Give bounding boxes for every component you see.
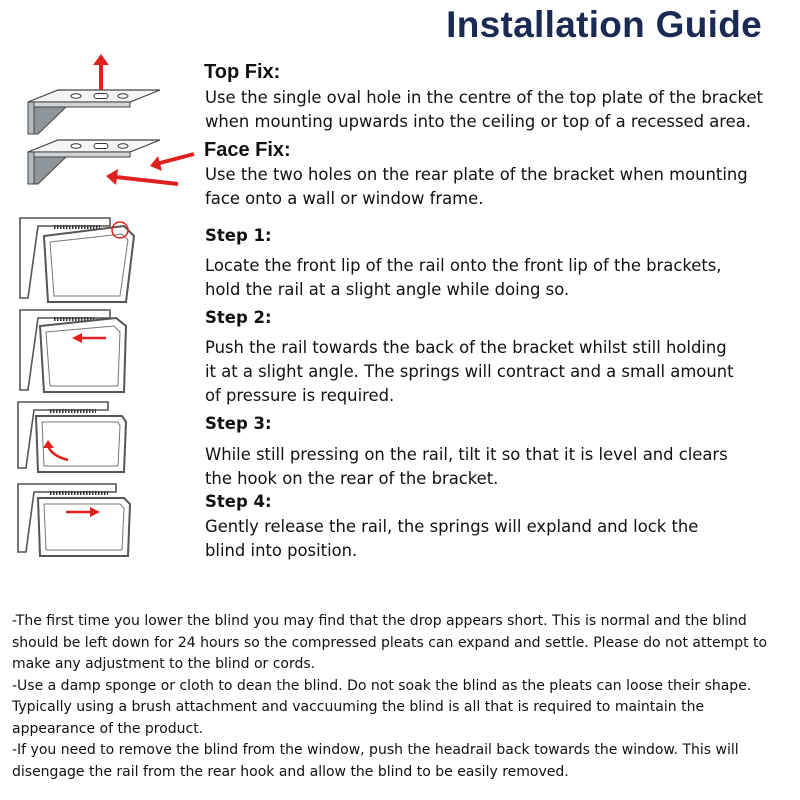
step4-text bbox=[205, 515, 698, 563]
note-line: make any adjustment to the blind or cords. bbox=[12, 656, 316, 672]
step4-diagram-icon bbox=[12, 480, 144, 560]
step1-diagram-icon bbox=[14, 214, 146, 306]
note-line: appearance of the product. bbox=[12, 720, 204, 737]
step3-heading: Step 3: bbox=[205, 414, 272, 433]
step1-text bbox=[205, 254, 722, 302]
face-fix-text bbox=[205, 163, 748, 211]
top-fix-line: Use the single oval hole in the centre of the top plate of the bracket bbox=[205, 88, 763, 107]
face-fix-bracket-icon bbox=[18, 128, 198, 208]
step4-line: Gently release the rail, the springs will expland and lock the bbox=[205, 517, 699, 536]
page-title: Installation Guide bbox=[446, 4, 762, 45]
note-line: should be left down for 24 hours so the compressed pleats can expand and settle. Please do not attempt to bbox=[12, 634, 768, 651]
top-fix-line: when mounting upwards into the ceiling or top of a recessed area. bbox=[205, 112, 751, 131]
note-line: -Use a damp sponge or cloth to dean the blind. Do not soak the blind as the pleats can loose their shape. bbox=[12, 677, 752, 694]
step4-heading: Step 4: bbox=[205, 492, 272, 511]
step1-line: hold the rail at a slight angle while doing so. bbox=[205, 280, 570, 299]
face-fix-line: face onto a wall or window frame. bbox=[205, 189, 484, 208]
step4-line: blind into position. bbox=[205, 541, 358, 560]
step2-heading: Step 2: bbox=[205, 308, 272, 327]
step3-text bbox=[205, 443, 728, 491]
step1-heading: Step 1: bbox=[205, 226, 272, 245]
face-fix-heading: Face Fix: bbox=[204, 139, 291, 161]
step2-line: of pressure is required. bbox=[205, 386, 395, 405]
note-line: disengage the rail from the rear hook and allow the blind to be easily removed. bbox=[12, 763, 569, 780]
face-fix-line: Use the two holes on the rear plate of the bracket when mounting bbox=[205, 165, 748, 184]
step1-line: Locate the front lip of the rail onto the front lip of the brackets, bbox=[205, 256, 722, 275]
note-line: -The first time you lower the blind you may find that the drop appears short. This is normal and the blind bbox=[12, 613, 747, 629]
step3-line: the hook on the rear of the bracket. bbox=[205, 469, 499, 488]
step2-line: Push the rail towards the back of the bracket whilst still holding bbox=[205, 338, 727, 357]
top-fix-text bbox=[205, 86, 763, 134]
step3-line: While still pressing on the rail, tilt it so that it is level and clears bbox=[205, 445, 728, 464]
care-notes bbox=[12, 611, 767, 783]
step2-diagram-icon bbox=[14, 306, 146, 398]
note-line: Typically using a brush attachment and vaccuuming the blind is all that is required to maintain the bbox=[12, 699, 705, 715]
step2-line: it at a slight angle. The springs will contract and a small amount bbox=[205, 362, 734, 381]
step3-diagram-icon bbox=[12, 398, 144, 478]
step2-text bbox=[205, 336, 734, 408]
note-line: -If you need to remove the blind from the window, push the headrail back towards the window. This will bbox=[12, 742, 739, 758]
top-fix-heading: Top Fix: bbox=[204, 61, 281, 83]
